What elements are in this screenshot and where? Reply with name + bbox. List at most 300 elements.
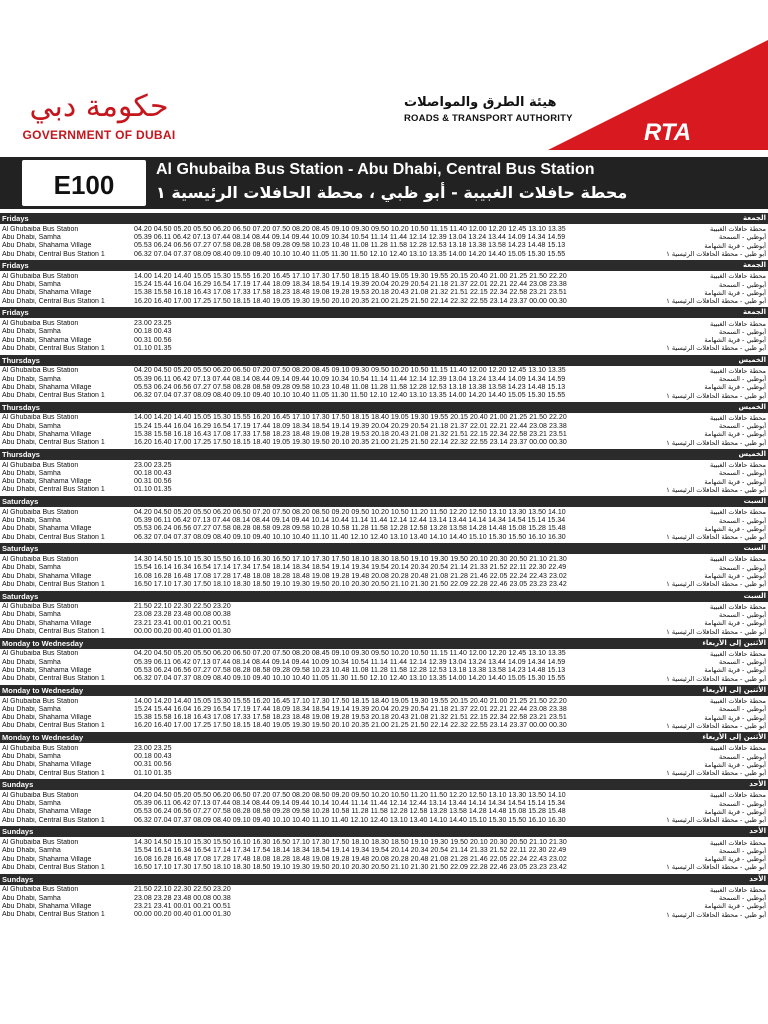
table-row: [0, 863, 768, 871]
stop-name-arabic: محطة حافلات الغبيبة: [709, 366, 766, 375]
departure-times: 00.00 00.20 00.40 01.00 01.30: [134, 628, 231, 636]
stop-name-english: Abu Dhabi, Central Bus Station 1: [2, 675, 105, 683]
stop-name-english: Abu Dhabi, Samha: [2, 658, 61, 666]
stop-name-english: Abu Dhabi, Samha: [2, 611, 61, 619]
stop-name-english: Abu Dhabi, Shahama Village: [2, 808, 92, 816]
stop-name-arabic: أبوظبي - السمحة: [718, 469, 766, 478]
departure-times: 16.08 16.28 16.48 17.08 17.28 17.48 18.08 18.28 18.48 19.08 19.28 19.48 20.08 20.28 20.48 21.08 21.28 21.46 22.05 22.24 22.43 23.02: [134, 855, 567, 863]
table-row: [0, 611, 768, 619]
stop-name-english: Abu Dhabi, Shahama Village: [2, 666, 92, 674]
stop-name-english: Abu Dhabi, Shahama Village: [2, 383, 92, 391]
table-row: [0, 791, 768, 799]
stop-name-arabic: محطة حافلات الغبيبة: [709, 649, 766, 658]
departure-times: 15.24 15.44 16.04 16.29 16.54 17.19 17.44 18.09 18.34 18.54 19.14 19.39 20.04 20.29 20.54 21.18 21.37 22.01 22.21 22.44 23.08 23.38: [134, 281, 567, 289]
stop-name-arabic: محطة حافلات الغبيبة: [709, 555, 766, 564]
table-row: [0, 769, 768, 777]
section-day-arabic: الجمعة: [743, 261, 766, 270]
stop-name-arabic: أبوظبي - قرية الشهامة: [704, 336, 766, 345]
departure-times: 23.00 23.25: [134, 320, 172, 328]
section-day-header: [0, 732, 768, 743]
table-row: [0, 422, 768, 430]
departure-times: 23.21 23.41 00.01 00.21 00.51: [134, 619, 231, 627]
table-row: [0, 391, 768, 399]
departure-times: 05.39 06.11 06.42 07.13 07.44 08.14 08.44 09.14 09.44 10.14 10.44 11.14 11.44 12.14 12.44 13.14 13.44 14.14 14.34 14.54 15.14 15.34: [134, 517, 566, 525]
departure-times: 14.30 14.50 15.10 15.30 15.50 16.10 16.30 16.50 17.10 17.30 17.50 18.10 18.30 18.50 19.10 19.30 19.50 20.10 20.30 20.50 21.10 21.30: [134, 839, 567, 847]
stop-name-arabic: أبوظبي - قرية الشهامة: [704, 572, 766, 581]
stop-name-arabic: أبوظبي - السمحة: [718, 799, 766, 808]
stop-name-arabic: أبو ظبي - محطة الحافلات الرئيسية ١: [666, 391, 766, 400]
stop-name-english: Abu Dhabi, Samha: [2, 753, 61, 760]
table-row: [0, 627, 768, 635]
stop-name-arabic: أبو ظبي - محطة الحافلات الرئيسية ١: [666, 533, 766, 542]
stop-name-english: Al Ghubaiba Bus Station: [2, 886, 79, 894]
section-day-english: Monday to Wednesday: [2, 733, 84, 743]
table-row: [0, 722, 768, 730]
route-code: E100: [53, 170, 115, 200]
schedule-section: [0, 449, 768, 496]
table-row: [0, 666, 768, 674]
stop-name-arabic: محطة حافلات الغبيبة: [709, 838, 766, 847]
stop-name-arabic: أبو ظبي - محطة الحافلات الرئيسية ١: [666, 769, 766, 778]
section-day-header: [0, 543, 768, 554]
section-day-header: [0, 402, 768, 413]
departure-times: 15.38 15.58 16.18 16.43 17.08 17.33 17.58 18.23 18.48 19.08 19.28 19.53 20.18 20.43 21.08 21.32 21.51 22.15 22.34 22.58 23.21 23.51: [134, 289, 567, 297]
gov-logo-arabic: حكومة دبي: [29, 89, 169, 124]
departure-times: 00.31 00.56: [134, 336, 172, 344]
rta-logo-icon: [548, 40, 768, 150]
departure-times: 04.20 04.50 05.20 05.50 06.20 06.50 07.20 07.50 08.20 08.45 09.10 09.30 09.50 10.20 10.50 11.15 11.40 12.00 12.20 12.45 13.10 13.35: [134, 225, 566, 233]
stop-name-arabic: أبوظبي - قرية الشهامة: [704, 713, 766, 722]
stop-name-english: Abu Dhabi, Central Bus Station 1: [2, 863, 105, 871]
departure-times: 04.20 04.50 05.20 05.50 06.20 06.50 07.20 07.50 08.20 08.45 09.10 09.30 09.50 10.20 10.50 11.15 11.40 12.00 12.20 12.45 13.10 13.35: [134, 367, 566, 375]
table-row: [0, 430, 768, 438]
stop-name-arabic: أبو ظبي - محطة الحافلات الرئيسية ١: [666, 721, 766, 730]
section-day-english: Saturdays: [2, 497, 39, 507]
table-row: [0, 375, 768, 383]
schedule-section: [0, 307, 768, 354]
departure-times: 16.20 16.40 17.00 17.25 17.50 18.15 18.40 19.05 19.30 19.50 20.10 20.35 21.00 21.25 21.50 22.14 22.32 22.55 23.14 23.37 00.00 00.30: [134, 297, 567, 305]
rta-name-english: ROADS & TRANSPORT AUTHORITY: [404, 113, 573, 124]
section-day-arabic: الأثنين إلى الأربعاء: [702, 733, 766, 742]
departure-times: 15.24 15.44 16.04 16.29 16.54 17.19 17.44 18.09 18.34 18.54 19.14 19.39 20.04 20.29 20.54 21.18 21.37 22.01 22.21 22.44 23.08 23.38: [134, 422, 567, 430]
section-day-english: Sundays: [2, 827, 34, 837]
route-code-box: [22, 160, 146, 206]
table-row: [0, 289, 768, 297]
stop-name-english: Abu Dhabi, Central Bus Station 1: [2, 297, 105, 305]
departure-times: 00.18 00.43: [134, 753, 172, 760]
stop-name-english: Abu Dhabi, Central Bus Station 1: [2, 816, 105, 824]
section-day-header: [0, 638, 768, 649]
section-day-arabic: الجمعة: [743, 308, 766, 317]
section-day-arabic: الجمعة: [743, 214, 766, 222]
section-day-english: Monday to Wednesday: [2, 685, 84, 695]
section-day-arabic: الأحد: [749, 827, 766, 836]
stop-name-arabic: أبوظبي - السمحة: [718, 610, 766, 619]
stop-name-arabic: محطة حافلات الغبيبة: [709, 461, 766, 470]
schedule-section: [0, 874, 768, 921]
section-day-header: [0, 826, 768, 837]
departure-times: 23.08 23.28 23.48 00.08 00.38: [134, 894, 231, 902]
table-row: [0, 469, 768, 477]
departure-times: 16.20 16.40 17.00 17.25 17.50 18.15 18.40 19.05 19.30 19.50 20.10 20.35 21.00 21.25 21.50 22.14 22.32 22.55 23.14 23.37 00.00 00.30: [134, 722, 567, 730]
stop-name-english: Abu Dhabi, Samha: [2, 281, 61, 289]
stop-name-arabic: أبوظبي - السمحة: [718, 563, 766, 572]
stop-name-english: Abu Dhabi, Shahama Village: [2, 572, 92, 580]
table-row: [0, 619, 768, 627]
schedule-section: [0, 591, 768, 638]
departure-times: 15.24 15.44 16.04 16.29 16.54 17.19 17.44 18.09 18.34 18.54 19.14 19.39 20.04 20.29 20.54 21.18 21.37 22.01 22.21 22.44 23.08 23.38: [134, 705, 567, 713]
stop-name-english: Abu Dhabi, Samha: [2, 233, 61, 241]
stop-name-english: Abu Dhabi, Central Bus Station 1: [2, 344, 105, 352]
departure-times: 16.20 16.40 17.00 17.25 17.50 18.15 18.40 19.05 19.30 19.50 20.10 20.35 21.00 21.25 21.50 22.14 22.32 22.55 23.14 23.37 00.00 00.30: [134, 439, 567, 447]
table-row: [0, 761, 768, 769]
stop-name-english: Abu Dhabi, Shahama Village: [2, 714, 92, 722]
departure-times: 21.50 22.10 22.30 22.50 23.20: [134, 603, 231, 611]
table-row: [0, 658, 768, 666]
gov-logo-english: GOVERNMENT OF DUBAI: [22, 128, 176, 142]
stop-name-english: Al Ghubaiba Bus Station: [2, 461, 79, 469]
table-row: [0, 461, 768, 469]
stop-name-arabic: أبوظبي - قرية الشهامة: [704, 524, 766, 533]
table-row: [0, 233, 768, 241]
stop-name-english: Abu Dhabi, Central Bus Station 1: [2, 439, 105, 447]
section-day-header: [0, 591, 768, 602]
section-day-arabic: الأثنين إلى الأربعاء: [702, 685, 766, 694]
section-day-header: [0, 496, 768, 507]
stop-name-english: Abu Dhabi, Central Bus Station 1: [2, 628, 105, 636]
departure-times: 05.53 06.24 06.56 07.27 07.58 08.28 08.58 09.28 09.58 10.23 10.48 11.08 11.28 11.58 12.28 12.53 13.18 13.38 13.58 14.23 14.48 15.13: [134, 242, 566, 250]
table-row: [0, 297, 768, 305]
government-of-dubai-logo: [14, 89, 184, 152]
stop-name-english: Abu Dhabi, Shahama Village: [2, 478, 92, 486]
stop-name-arabic: محطة حافلات الغبيبة: [709, 272, 766, 281]
section-day-arabic: الأثنين إلى الأربعاء: [702, 638, 766, 647]
departure-times: 06.32 07.04 07.37 08.09 08.40 09.10 09.40 10.10 10.40 11.05 11.30 11.50 12.10 12.40 13.10 13.35 14.00 14.20 14.40 15.05 15.30 15.55: [134, 392, 566, 400]
section-day-arabic: الأحد: [749, 780, 766, 789]
departure-times: 00.18 00.43: [134, 328, 172, 336]
departure-times: 06.32 07.04 07.37 08.09 08.40 09.10 09.40 10.10 10.40 11.05 11.30 11.50 12.10 12.40 13.10 13.35 14.00 14.20 14.40 15.05 15.30 15.55: [134, 250, 566, 258]
stop-name-arabic: أبوظبي - السمحة: [718, 280, 766, 289]
table-row: [0, 744, 768, 752]
table-row: [0, 650, 768, 658]
stop-name-english: Abu Dhabi, Central Bus Station 1: [2, 722, 105, 730]
stop-name-english: Abu Dhabi, Shahama Village: [2, 336, 92, 344]
section-day-arabic: السبت: [743, 544, 766, 553]
departure-times: 01.10 01.35: [134, 344, 172, 352]
departure-times: 00.31 00.56: [134, 478, 172, 486]
stop-name-arabic: أبو ظبي - محطة الحافلات الرئيسية ١: [666, 910, 766, 919]
stop-name-arabic: أبوظبي - السمحة: [718, 846, 766, 855]
departure-times: 23.00 23.25: [134, 744, 172, 752]
stop-name-arabic: أبوظبي - قرية الشهامة: [704, 288, 766, 297]
stop-name-english: Al Ghubaiba Bus Station: [2, 225, 79, 233]
section-day-arabic: الأحد: [749, 874, 766, 883]
stop-name-arabic: أبوظبي - السمحة: [718, 658, 766, 667]
departure-times: 15.54 16.14 16.34 16.54 17.14 17.34 17.54 18.14 18.34 18.54 19.14 19.34 19.54 20.14 20.34 20.54 21.14 21.33 21.52 22.11 22.30 22.49: [134, 564, 567, 572]
departure-times: 05.53 06.24 06.56 07.27 07.58 08.28 08.58 09.28 09.58 10.23 10.48 11.08 11.28 11.58 12.28 12.53 13.18 13.38 13.58 14.23 14.48 15.13: [134, 383, 566, 391]
schedule-section: [0, 779, 768, 826]
stop-name-arabic: أبوظبي - السمحة: [718, 894, 766, 903]
stop-name-arabic: أبوظبي - قرية الشهامة: [704, 902, 766, 911]
route-title-english: Al Ghubaiba Bus Station - Abu Dhabi, Central Bus Station: [156, 161, 595, 178]
table-row: [0, 555, 768, 563]
section-day-header: [0, 449, 768, 460]
stop-name-english: Abu Dhabi, Central Bus Station 1: [2, 533, 105, 541]
stop-name-arabic: محطة حافلات الغبيبة: [709, 697, 766, 706]
table-row: [0, 516, 768, 524]
table-row: [0, 808, 768, 816]
stop-name-english: Al Ghubaiba Bus Station: [2, 744, 79, 752]
section-day-header: [0, 874, 768, 885]
stop-name-english: Abu Dhabi, Shahama Village: [2, 761, 92, 769]
departure-times: 16.50 17.10 17.30 17.50 18.10 18.30 18.50 19.10 19.30 19.50 20.10 20.30 20.50 21.10 21.30 21.50 22.09 22.28 22.46 23.05 23.23 23.42: [134, 863, 567, 871]
table-row: [0, 508, 768, 516]
table-row: [0, 533, 768, 541]
departure-times: 00.18 00.43: [134, 469, 172, 477]
section-day-arabic: الخميس: [738, 449, 766, 458]
table-row: [0, 336, 768, 344]
stop-name-arabic: أبوظبي - السمحة: [718, 422, 766, 431]
departure-times: 15.54 16.14 16.34 16.54 17.14 17.34 17.54 18.14 18.34 18.54 19.14 19.34 19.54 20.14 20.34 20.54 21.14 21.33 21.52 22.11 22.30 22.49: [134, 847, 567, 855]
table-row: [0, 713, 768, 721]
stop-name-arabic: أبوظبي - قرية الشهامة: [704, 807, 766, 816]
departure-times: 23.21 23.41 00.01 00.21 00.51: [134, 902, 231, 910]
section-day-english: Sundays: [2, 874, 34, 884]
stop-name-english: Abu Dhabi, Shahama Village: [2, 855, 92, 863]
departure-times: 01.10 01.35: [134, 769, 172, 777]
stop-name-english: Abu Dhabi, Central Bus Station 1: [2, 911, 105, 919]
stop-name-english: Abu Dhabi, Samha: [2, 328, 61, 336]
section-day-header: [0, 355, 768, 366]
section-day-english: Sundays: [2, 780, 34, 790]
table-row: [0, 855, 768, 863]
stop-name-english: Abu Dhabi, Samha: [2, 517, 61, 525]
table-row: [0, 250, 768, 258]
section-day-english: Thursdays: [2, 402, 40, 412]
departure-times: 21.50 22.10 22.30 22.50 23.20: [134, 886, 231, 894]
stop-name-arabic: محطة حافلات الغبيبة: [709, 225, 766, 234]
section-day-english: Fridays: [2, 308, 29, 318]
section-day-english: Thursdays: [2, 355, 40, 365]
table-row: [0, 705, 768, 713]
stop-name-arabic: محطة حافلات الغبيبة: [709, 885, 766, 894]
schedule-section: [0, 496, 768, 543]
section-day-arabic: الخميس: [738, 402, 766, 411]
stop-name-english: Abu Dhabi, Central Bus Station 1: [2, 250, 105, 258]
stop-name-arabic: أبو ظبي - محطة الحافلات الرئيسية ١: [666, 863, 766, 872]
stop-name-english: Al Ghubaiba Bus Station: [2, 414, 79, 422]
stop-name-english: Abu Dhabi, Central Bus Station 1: [2, 486, 105, 494]
stop-name-english: Abu Dhabi, Shahama Village: [2, 430, 92, 438]
schedule-section: [0, 402, 768, 449]
stop-name-english: Abu Dhabi, Central Bus Station 1: [2, 580, 105, 588]
stop-name-english: Abu Dhabi, Central Bus Station 1: [2, 769, 105, 777]
section-day-header: [0, 307, 768, 318]
departure-times: 05.39 06.11 06.42 07.13 07.44 08.14 08.44 09.14 09.44 10.09 10.34 10.54 11.14 11.44 12.14 12.39 13.04 13.24 13.44 14.09 14.34 14.59: [134, 233, 566, 241]
table-row: [0, 697, 768, 705]
departure-times: 15.38 15.58 16.18 16.43 17.08 17.33 17.58 18.23 18.48 19.08 19.28 19.53 20.18 20.43 21.08 21.32 21.51 22.15 22.34 22.58 23.21 23.51: [134, 714, 567, 722]
route-title-arabic: محطة حافلات الغبيبة - أبو ظبي ، محطة الحافلات الرئيسية ١: [156, 183, 628, 202]
stop-name-english: Al Ghubaiba Bus Station: [2, 791, 79, 799]
table-row: [0, 439, 768, 447]
rta-logo-text: RTA: [644, 119, 692, 146]
table-row: [0, 486, 768, 494]
departure-times: 14.00 14.20 14.40 15.05 15.30 15.55 16.20 16.45 17.10 17.30 17.50 18.15 18.40 19.05 19.30 19.55 20.15 20.40 21.00 21.25 21.50 22.20: [134, 414, 567, 422]
stop-name-arabic: أبوظبي - قرية الشهامة: [704, 241, 766, 250]
stop-name-english: Al Ghubaiba Bus Station: [2, 272, 79, 280]
table-row: [0, 603, 768, 611]
table-row: [0, 319, 768, 327]
stop-name-english: Abu Dhabi, Central Bus Station 1: [2, 392, 105, 400]
schedule-section: [0, 355, 768, 402]
table-row: [0, 383, 768, 391]
stop-name-english: Al Ghubaiba Bus Station: [2, 839, 79, 847]
table-row: [0, 816, 768, 824]
schedule-section: [0, 685, 768, 732]
section-day-english: Saturdays: [2, 591, 39, 601]
departure-times: 05.39 06.11 06.42 07.13 07.44 08.14 08.44 09.14 09.44 10.14 10.44 11.14 11.44 12.14 12.44 13.14 13.44 14.14 14.34 14.54 15.14 15.34: [134, 800, 566, 808]
stop-name-arabic: أبوظبي - قرية الشهامة: [704, 666, 766, 675]
schedule-section: [0, 543, 768, 590]
table-row: [0, 800, 768, 808]
table-row: [0, 580, 768, 588]
departure-times: 00.31 00.56: [134, 761, 172, 769]
departure-times: 00.00 00.20 00.40 01.00 01.30: [134, 911, 231, 919]
table-row: [0, 225, 768, 233]
stop-name-arabic: أبو ظبي - محطة الحافلات الرئيسية ١: [666, 816, 766, 825]
stop-name-arabic: أبوظبي - السمحة: [718, 516, 766, 525]
departure-times: 04.20 04.50 05.20 05.50 06.20 06.50 07.20 07.50 08.20 08.45 09.10 09.30 09.50 10.20 10.50 11.15 11.40 12.00 12.20 12.45 13.10 13.35: [134, 650, 566, 658]
section-day-english: Fridays: [2, 214, 29, 223]
stop-name-arabic: أبوظبي - قرية الشهامة: [704, 477, 766, 486]
table-row: [0, 367, 768, 375]
departure-times: 04.20 04.50 05.20 05.50 06.20 06.50 07.20 07.50 08.20 08.50 09.20 09.50 10.20 10.50 11.20 11.50 12.20 12.50 13.10 13.30 13.50 14.10: [134, 791, 566, 799]
stop-name-english: Abu Dhabi, Samha: [2, 705, 61, 713]
stop-name-arabic: محطة حافلات الغبيبة: [709, 413, 766, 422]
table-row: [0, 414, 768, 422]
stop-name-english: Abu Dhabi, Samha: [2, 564, 61, 572]
stop-name-english: Abu Dhabi, Shahama Village: [2, 619, 92, 627]
stop-name-english: Abu Dhabi, Samha: [2, 894, 61, 902]
stop-name-english: Abu Dhabi, Samha: [2, 800, 61, 808]
stop-name-arabic: محطة حافلات الغبيبة: [709, 744, 766, 753]
stop-name-english: Al Ghubaiba Bus Station: [2, 508, 79, 516]
stop-name-arabic: أبو ظبي - محطة الحافلات الرئيسية ١: [666, 674, 766, 683]
departure-times: 05.53 06.24 06.56 07.27 07.58 08.28 08.58 09.28 09.58 10.23 10.48 11.08 11.28 11.58 12.28 12.53 13.18 13.38 13.58 14.23 14.48 15.13: [134, 666, 566, 674]
departure-times: 14.00 14.20 14.40 15.05 15.30 15.55 16.20 16.45 17.10 17.30 17.50 18.15 18.40 19.05 19.30 19.55 20.15 20.40 21.00 21.25 21.50 22.20: [134, 272, 567, 280]
stop-name-english: Al Ghubaiba Bus Station: [2, 650, 79, 658]
table-row: [0, 280, 768, 288]
stop-name-english: Abu Dhabi, Shahama Village: [2, 289, 92, 297]
stop-name-english: Abu Dhabi, Shahama Village: [2, 902, 92, 910]
stop-name-english: Abu Dhabi, Samha: [2, 422, 61, 430]
stop-name-arabic: أبو ظبي - محطة الحافلات الرئيسية ١: [666, 580, 766, 589]
stop-name-english: Al Ghubaiba Bus Station: [2, 603, 79, 611]
stop-name-english: Al Ghubaiba Bus Station: [2, 697, 79, 705]
stop-name-arabic: أبوظبي - السمحة: [718, 705, 766, 714]
stop-name-arabic: محطة حافلات الغبيبة: [709, 319, 766, 328]
stop-name-arabic: أبو ظبي - محطة الحافلات الرئيسية ١: [666, 485, 766, 494]
stop-name-arabic: أبو ظبي - محطة الحافلات الرئيسية ١: [666, 438, 766, 447]
section-day-header: [0, 685, 768, 696]
section-day-arabic: السبت: [743, 497, 766, 506]
departure-times: 16.50 17.10 17.30 17.50 18.10 18.30 18.50 19.10 19.30 19.50 20.10 20.30 20.50 21.10 21.30 21.50 22.09 22.28 22.46 23.05 23.23 23.42: [134, 580, 567, 588]
table-row: [0, 572, 768, 580]
section-day-header: [0, 779, 768, 790]
stop-name-arabic: أبو ظبي - محطة الحافلات الرئيسية ١: [666, 627, 766, 636]
section-day-arabic: الخميس: [738, 355, 766, 364]
section-day-english: Thursdays: [2, 449, 40, 459]
section-day-arabic: السبت: [743, 591, 766, 600]
stop-name-arabic: محطة حافلات الغبيبة: [709, 508, 766, 517]
stop-name-english: Abu Dhabi, Shahama Village: [2, 242, 92, 250]
table-row: [0, 902, 768, 910]
table-row: [0, 242, 768, 250]
departure-times: 15.38 15.58 16.18 16.43 17.08 17.33 17.58 18.23 18.48 19.08 19.28 19.53 20.18 20.43 21.08 21.32 21.51 22.15 22.34 22.58 23.21 23.51: [134, 430, 567, 438]
stop-name-arabic: محطة حافلات الغبيبة: [709, 791, 766, 800]
table-row: [0, 675, 768, 683]
table-row: [0, 752, 768, 760]
table-row: [0, 886, 768, 894]
stop-name-english: Abu Dhabi, Shahama Village: [2, 525, 92, 533]
section-day-header: [0, 213, 768, 224]
departure-times: 01.10 01.35: [134, 486, 172, 494]
section-day-header: [0, 260, 768, 271]
schedule-table: [0, 213, 768, 921]
stop-name-arabic: أبوظبي - قرية الشهامة: [704, 430, 766, 439]
table-row: [0, 894, 768, 902]
departure-times: 16.08 16.28 16.48 17.08 17.28 17.48 18.08 18.28 18.48 19.08 19.28 19.48 20.08 20.28 20.48 21.08 21.28 21.46 22.05 22.24 22.43 23.02: [134, 572, 567, 580]
stop-name-english: Abu Dhabi, Samha: [2, 847, 61, 855]
stop-name-english: Al Ghubaiba Bus Station: [2, 555, 79, 563]
departure-times: 06.32 07.04 07.37 08.09 08.40 09.10 09.40 10.10 10.40 11.10 11.40 12.10 12.40 13.10 13.40 14.10 14.40 15.10 15.30 15.50 16.10 16.30: [134, 533, 566, 541]
schedule-section: [0, 213, 768, 260]
stop-name-arabic: أبوظبي - السمحة: [718, 327, 766, 336]
section-day-english: Fridays: [2, 261, 29, 271]
stop-name-arabic: أبو ظبي - محطة الحافلات الرئيسية ١: [666, 344, 766, 353]
table-row: [0, 838, 768, 846]
schedule-section: [0, 826, 768, 873]
stop-name-arabic: أبو ظبي - محطة الحافلات الرئيسية ١: [666, 250, 766, 259]
table-row: [0, 525, 768, 533]
departure-times: 04.20 04.50 05.20 05.50 06.20 06.50 07.20 07.50 08.20 08.50 09.20 09.50 10.20 10.50 11.20 11.50 12.20 12.50 13.10 13.30 13.50 14.10: [134, 508, 566, 516]
stop-name-arabic: أبوظبي - قرية الشهامة: [704, 760, 766, 769]
departure-times: 23.08 23.28 23.48 00.08 00.38: [134, 611, 231, 619]
departure-times: 05.39 06.11 06.42 07.13 07.44 08.14 08.44 09.14 09.44 10.09 10.34 10.54 11.14 11.44 12.14 12.39 13.04 13.24 13.44 14.09 14.34 14.59: [134, 658, 566, 666]
section-day-english: Monday to Wednesday: [2, 638, 84, 648]
stop-name-arabic: أبو ظبي - محطة الحافلات الرئيسية ١: [666, 297, 766, 306]
rta-name-arabic: هيئة الطرق والمواصلات: [404, 95, 557, 110]
table-row: [0, 344, 768, 352]
departure-times: 05.39 06.11 06.42 07.13 07.44 08.14 08.44 09.14 09.44 10.09 10.34 10.54 11.14 11.44 12.14 12.39 13.04 13.24 13.44 14.09 14.34 14.59: [134, 375, 566, 383]
table-row: [0, 564, 768, 572]
schedule-section: [0, 732, 768, 779]
departure-times: 06.32 07.04 07.37 08.09 08.40 09.10 09.40 10.10 10.40 11.05 11.30 11.50 12.10 12.40 13.10 13.35 14.00 14.20 14.40 15.05 15.30 15.55: [134, 675, 566, 683]
table-row: [0, 272, 768, 280]
table-row: [0, 911, 768, 919]
table-row: [0, 847, 768, 855]
table-row: [0, 478, 768, 486]
departure-times: 23.00 23.25: [134, 461, 172, 469]
stop-name-arabic: أبوظبي - قرية الشهامة: [704, 855, 766, 864]
departure-times: 05.53 06.24 06.56 07.27 07.58 08.28 08.58 09.28 09.58 10.28 10.58 11.28 11.58 12.28 12.58 13.28 13.58 14.28 14.48 15.08 15.28 15.48: [134, 808, 566, 816]
departure-times: 06.32 07.04 07.37 08.09 08.40 09.10 09.40 10.10 10.40 11.10 11.40 12.10 12.40 13.10 13.40 14.10 14.40 15.10 15.30 15.50 16.10 16.30: [134, 816, 566, 824]
stop-name-arabic: أبوظبي - قرية الشهامة: [704, 383, 766, 392]
stop-name-english: Abu Dhabi, Samha: [2, 469, 61, 477]
stop-name-arabic: أبوظبي - السمحة: [718, 233, 766, 242]
table-row: [0, 328, 768, 336]
stop-name-arabic: أبوظبي - السمحة: [718, 375, 766, 383]
